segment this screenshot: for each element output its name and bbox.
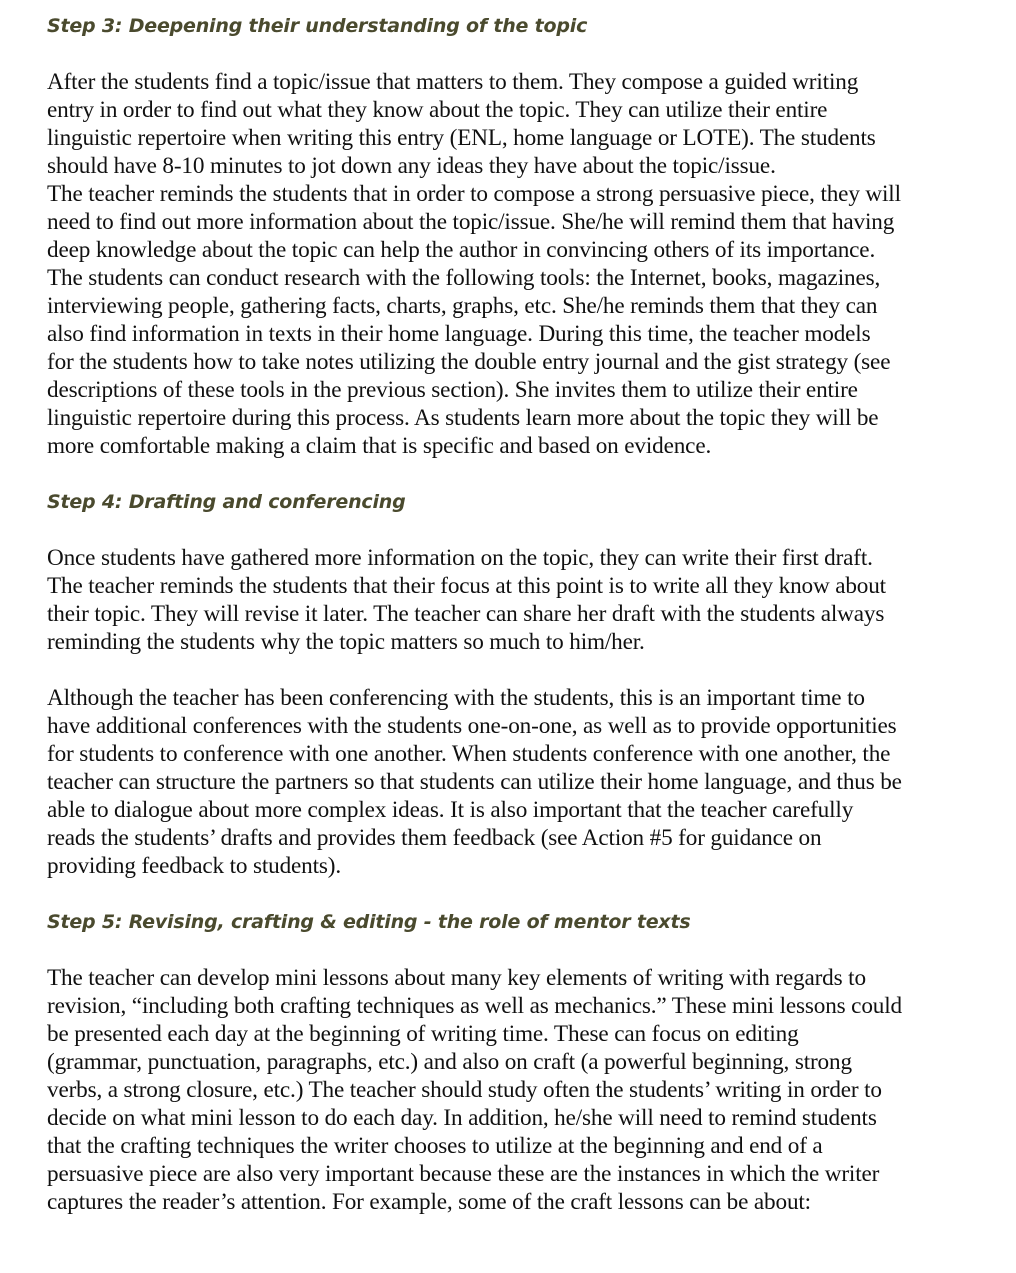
paragraph-step-5: The teacher can develop mini lessons about many key elements of writing with regards to revision, “including both crafting techniques as well as mechanics.” These mini lessons could be presented each day at the beginning of writing time. These can focus on editing (grammar, punctuation, paragraphs, etc.) and also on craft (a powerful beginning, strong verbs, a strong closure, etc.) The teacher should study often the students’ writing in order to decide on what mini lesson to do each day. In addition, he/she will need to remind students that the crafting techniques the writer chooses to utilize at the beginning and end of a persuasive piece are also very important because these are the instances in which the writer captures the reader’s attention. For example, some of the craft lessons can be about: bbox=[47, 965, 902, 1215]
spacer bbox=[47, 460, 972, 488]
section-heading-step-5: Step 5: Revising, crafting & editing - the role of mentor texts bbox=[47, 911, 691, 933]
spacer bbox=[47, 40, 972, 68]
section-heading-step-3: Step 3: Deepening their understanding of the topic bbox=[47, 15, 588, 37]
paragraph-step-3: After the students find a topic/issue that matters to them. They compose a guided writing entry in order to find out what they know about the topic. They can utilize their entire linguistic repertoire when writing this entry (ENL, home language or LOTE). The students should have 8-10 minutes to jot down any ideas they have about the topic/issue. The teacher reminds the students that in order to compose a strong persuasive piece, they will need to find out more information about the topic/issue. She/he will remind them that having deep knowledge about the topic can help the author in convincing others of its importance. The students can conduct research with the following tools: the Internet, books, magazines, interviewing people, gathering facts, charts, graphs, etc. She/he reminds them that they can also find information in texts in their home language. During this time, the teacher models for the students how to take notes utilizing the double entry journal and the gist strategy (see descriptions of these tools in the previous section). She invites them to utilize their entire linguistic repertoire during this process. As students learn more about the topic they will be more comfortable making a claim that is specific and based on evidence. bbox=[47, 69, 901, 459]
document-page bbox=[47, 12, 972, 1216]
spacer bbox=[47, 880, 972, 908]
section-heading-step-4: Step 4: Drafting and conferencing bbox=[47, 491, 406, 513]
spacer bbox=[47, 516, 972, 544]
spacer bbox=[47, 936, 972, 964]
paragraph-step-4-conferencing: Although the teacher has been conferencing with the students, this is an important time to have additional conferences with the students one-on-one, as well as to provide opportunities for students to conference with one another. When students conference with one another, the teacher can structure the partners so that students can utilize their home language, and thus be able to dialogue about more complex ideas. It is also important that the teacher carefully reads the students’ drafts and provides them feedback (see Action #5 for guidance on providing feedback to students). bbox=[47, 685, 902, 879]
spacer bbox=[47, 656, 972, 684]
paragraph-step-4-drafting: Once students have gathered more information on the topic, they can write their first draft. The teacher reminds the students that their focus at this point is to write all they know about their topic. They will revise it later. The teacher can share her draft with the students always reminding the students why the topic matters so much to him/her. bbox=[47, 545, 886, 655]
